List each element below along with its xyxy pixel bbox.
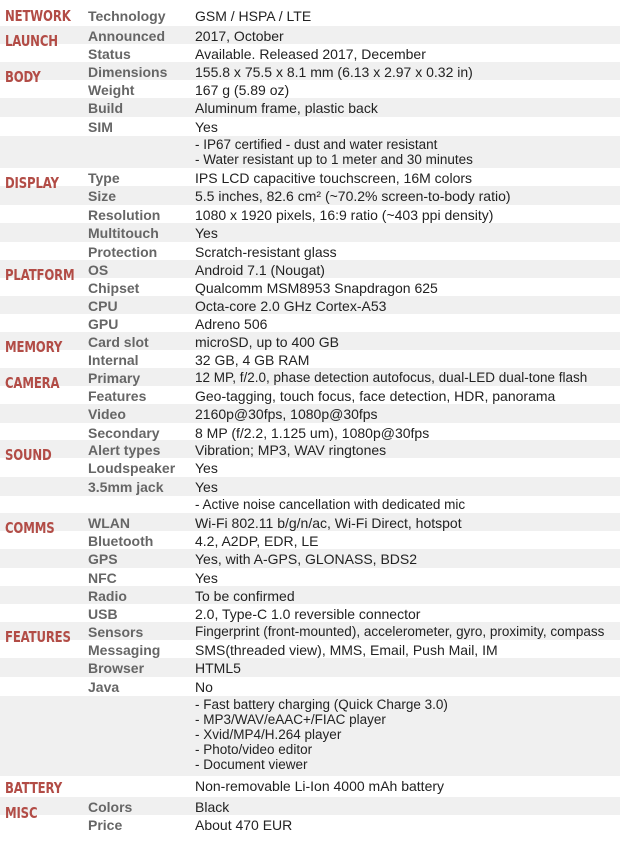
spec-label: Weight [88, 82, 135, 98]
spec-value: 2017, October [195, 28, 284, 44]
spec-value: Yes, with A-GPS, GLONASS, BDS2 [195, 551, 418, 567]
spec-row [0, 697, 620, 772]
section-heading: PLATFORM [5, 266, 75, 284]
spec-bullet: - MP3/WAV/eAAC+/FIAC player [195, 712, 386, 727]
spec-label: Price [88, 817, 123, 833]
spec-label: Colors [88, 799, 133, 815]
spec-value: Scratch-resistant glass [195, 244, 337, 260]
section-heading: CAMERA [5, 374, 60, 392]
spec-row [0, 243, 620, 261]
section-heading: FEATURES [5, 628, 71, 646]
spec-value: 167 g (5.89 oz) [195, 82, 290, 98]
spec-value: Yes [195, 479, 218, 495]
spec-row [0, 137, 620, 167]
spec-row [0, 532, 620, 550]
spec-value: No [195, 679, 213, 695]
section-heading: COMMS [5, 519, 55, 537]
spec-label: NFC [88, 570, 117, 586]
spec-value: To be confirmed [195, 588, 295, 604]
spec-row [0, 315, 620, 333]
spec-bullet: - Fast battery charging (Quick Charge 3.0) [195, 697, 448, 712]
spec-value: Fingerprint (front-mounted), accelerometer, gyro, proximity, compass [195, 624, 605, 639]
spec-row [0, 798, 620, 816]
spec-row [0, 441, 620, 459]
spec-label: Primary [88, 370, 141, 386]
spec-label: Dimensions [88, 64, 168, 80]
spec-label: USB [88, 606, 118, 622]
spec-label: Build [88, 100, 123, 116]
spec-label: Chipset [88, 280, 140, 296]
spec-row [0, 7, 620, 25]
spec-value: Adreno 506 [195, 316, 268, 332]
spec-label: Card slot [88, 334, 149, 350]
spec-row [0, 63, 620, 81]
spec-row [0, 224, 620, 242]
spec-row [0, 424, 620, 442]
spec-label: Radio [88, 588, 127, 604]
spec-label: Resolution [88, 207, 161, 223]
spec-value: 12 MP, f/2.0, phase detection autofocus, dual-LED dual-tone flash [195, 370, 588, 385]
spec-row [0, 45, 620, 63]
spec-row [0, 587, 620, 605]
spec-value: 8 MP (f/2.2, 1.125 um), 1080p@30fps [195, 425, 430, 441]
spec-label: Alert types [88, 442, 161, 458]
spec-row [0, 206, 620, 224]
section-heading: BATTERY [5, 779, 63, 797]
spec-row [0, 187, 620, 205]
spec-value: Yes [195, 225, 218, 241]
spec-label: Internal [88, 352, 139, 368]
spec-row [0, 777, 620, 795]
spec-label: GPU [88, 316, 119, 332]
spec-value: 2.0, Type-C 1.0 reversible connector [195, 606, 421, 622]
spec-label: OS [88, 262, 109, 278]
section-heading: DISPLAY [5, 174, 59, 192]
spec-row [0, 261, 620, 279]
spec-label: Sensors [88, 624, 144, 640]
spec-row [0, 169, 620, 187]
spec-value: About 470 EUR [195, 817, 293, 833]
spec-row [0, 550, 620, 568]
spec-bullet: - Document viewer [195, 757, 308, 772]
spec-value: 2160p@30fps, 1080p@30fps [195, 406, 378, 422]
spec-label: Type [88, 170, 120, 186]
spec-row [0, 297, 620, 315]
spec-row [0, 405, 620, 423]
spec-label: Java [88, 679, 120, 695]
spec-row [0, 333, 620, 351]
spec-value: 32 GB, 4 GB RAM [195, 352, 310, 368]
spec-bullet: - Xvid/MP4/H.264 player [195, 727, 342, 742]
spec-row [0, 118, 620, 136]
spec-row [0, 605, 620, 623]
section-heading: SOUND [5, 446, 52, 464]
spec-value: microSD, up to 400 GB [195, 334, 339, 350]
spec-row [0, 659, 620, 677]
spec-row [0, 514, 620, 532]
spec-bullet: - Active noise cancellation with dedicated mic [195, 497, 466, 512]
spec-value: 5.5 inches, 82.6 cm² (~70.2% screen-to-body ratio) [195, 188, 511, 204]
spec-row [0, 641, 620, 659]
spec-label: Messaging [88, 642, 161, 658]
spec-label: CPU [88, 298, 118, 314]
spec-row [0, 678, 620, 696]
spec-value: Yes [195, 460, 218, 476]
spec-row [0, 623, 620, 641]
spec-row [0, 387, 620, 405]
spec-value: Octa-core 2.0 GHz Cortex-A53 [195, 298, 387, 314]
spec-row [0, 279, 620, 297]
spec-row [0, 816, 620, 834]
spec-label: WLAN [88, 515, 130, 531]
spec-value: Qualcomm MSM8953 Snapdragon 625 [195, 280, 438, 296]
spec-label: 3.5mm jack [88, 479, 164, 495]
spec-row [0, 497, 620, 515]
spec-row [0, 27, 620, 45]
spec-label: Browser [88, 660, 145, 676]
spec-label: Secondary [88, 425, 160, 441]
section-heading: BODY [5, 68, 41, 86]
spec-value: SMS(threaded view), MMS, Email, Push Mail, IM [195, 642, 498, 658]
spec-value: HTML5 [195, 660, 241, 676]
spec-label: Features [88, 388, 147, 404]
spec-value: 155.8 x 75.5 x 8.1 mm (6.13 x 2.97 x 0.32 in) [195, 64, 473, 80]
section-heading: MISC [5, 804, 38, 822]
spec-row [0, 478, 620, 496]
spec-label: Size [88, 188, 117, 204]
spec-value: IPS LCD capacitive touchscreen, 16M colors [195, 170, 473, 186]
spec-value: 1080 x 1920 pixels, 16:9 ratio (~403 ppi density) [195, 207, 494, 223]
spec-label: Protection [88, 244, 158, 260]
spec-label: GPS [88, 551, 118, 567]
section-heading: NETWORK [5, 7, 71, 25]
spec-value: Yes [195, 570, 218, 586]
spec-label: Multitouch [88, 225, 159, 241]
spec-row [0, 369, 620, 387]
spec-label: Loudspeaker [88, 460, 176, 476]
spec-value: Available. Released 2017, December [195, 46, 426, 62]
spec-row [0, 81, 620, 99]
spec-value: Aluminum frame, plastic back [195, 100, 378, 116]
spec-value: Wi-Fi 802.11 b/g/n/ac, Wi-Fi Direct, hotspot [195, 515, 462, 531]
spec-row [0, 569, 620, 587]
spec-label: Bluetooth [88, 533, 154, 549]
section-heading: LAUNCH [5, 32, 58, 50]
spec-value: Vibration; MP3, WAV ringtones [195, 442, 387, 458]
spec-value: GSM / HSPA / LTE [195, 8, 312, 24]
spec-value: Yes [195, 119, 218, 135]
spec-bullet: - IP67 certified - dust and water resistant [195, 137, 438, 152]
spec-value: 4.2, A2DP, EDR, LE [195, 533, 319, 549]
spec-value: Android 7.1 (Nougat) [195, 262, 325, 278]
spec-label: Announced [88, 28, 165, 44]
spec-row [0, 351, 620, 369]
spec-value: Geo-tagging, touch focus, face detection, HDR, panorama [195, 388, 556, 404]
spec-bullet: - Water resistant up to 1 meter and 30 minutes [195, 152, 473, 167]
spec-row [0, 99, 620, 117]
spec-value: Black [195, 799, 230, 815]
spec-label: SIM [88, 119, 113, 135]
spec-label: Status [88, 46, 131, 62]
spec-row [0, 459, 620, 477]
spec-label: Video [88, 406, 126, 422]
spec-label: Technology [88, 8, 166, 24]
section-heading: MEMORY [5, 338, 63, 356]
spec-bullet: - Photo/video editor [195, 742, 313, 757]
spec-value: Non-removable Li-Ion 4000 mAh battery [195, 778, 445, 794]
